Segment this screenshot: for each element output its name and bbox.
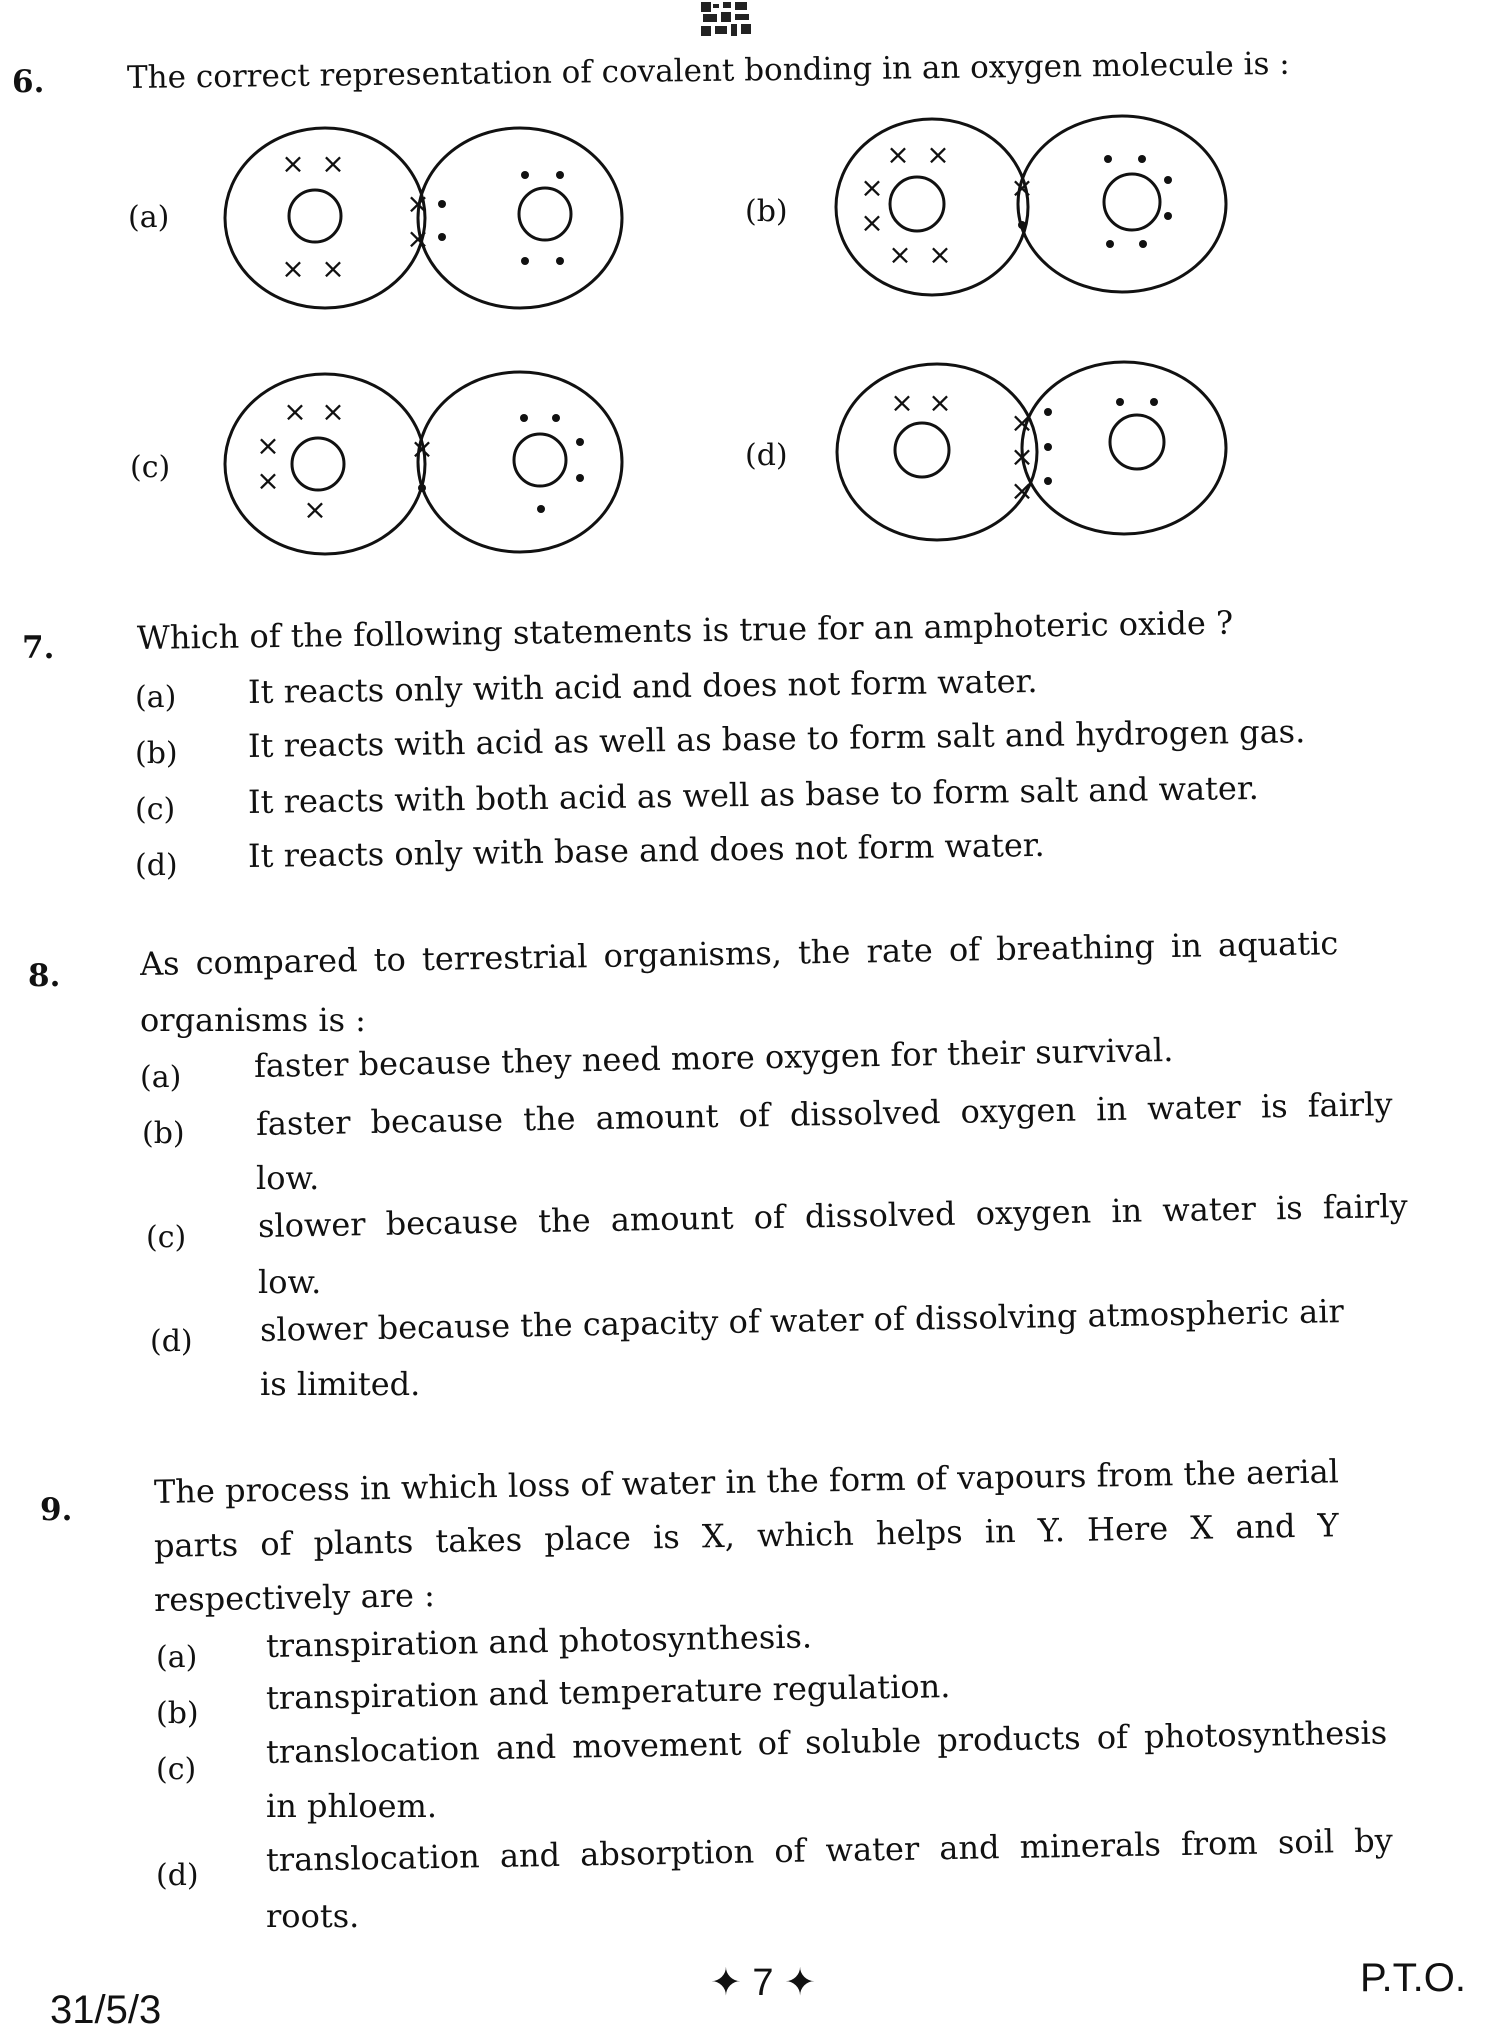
option-label: (a): [140, 1060, 182, 1095]
svg-text:×: ×: [406, 187, 430, 220]
option-text-cont: low.: [256, 1159, 320, 1197]
option-text-cont: roots.: [266, 1897, 360, 1935]
option-label: (d): [150, 1324, 193, 1359]
svg-text:×: ×: [1010, 440, 1034, 473]
paper-code: 31/5/3: [50, 1988, 162, 2032]
svg-text:×: ×: [886, 138, 910, 171]
option-label: (a): [135, 680, 177, 715]
pto-label: P.T.O.: [1360, 1956, 1466, 2000]
qr-code-icon: [697, 0, 753, 38]
question-text: The correct representation of covalent bonding in an oxygen molecule is :: [126, 45, 1290, 96]
option-text: faster because the amount of dissolved oxygen in water is fairly: [255, 1085, 1393, 1143]
svg-text:×: ×: [926, 138, 950, 171]
option-label: (c): [130, 450, 171, 485]
question-text-line-1: The process in which loss of water in the form of vapours from the aerial: [153, 1452, 1340, 1511]
option-label: (a): [156, 1640, 198, 1675]
option-text: translocation and absorption of water and minerals from soil by: [265, 1821, 1394, 1879]
option-text-cont: low.: [258, 1263, 322, 1301]
svg-text:×: ×: [1010, 406, 1034, 439]
svg-text:×: ×: [1010, 474, 1034, 507]
svg-text:×: ×: [410, 432, 434, 465]
svg-text:×: ×: [860, 206, 884, 239]
option-label: (b): [156, 1696, 199, 1731]
svg-text:×: ×: [860, 171, 884, 204]
option-text: transpiration and temperature regulation.: [265, 1667, 951, 1717]
svg-text:×: ×: [928, 238, 952, 271]
svg-text:×: ×: [303, 493, 327, 526]
option-label: (c): [156, 1752, 197, 1787]
svg-text:×: ×: [321, 395, 345, 428]
svg-text:×: ×: [281, 147, 305, 180]
svg-text:×: ×: [890, 386, 914, 419]
svg-text:×: ×: [1010, 171, 1034, 204]
question-number: 8.: [28, 958, 61, 994]
o2-diagram-option-b: [832, 112, 1232, 312]
question-number: 9.: [40, 1492, 73, 1528]
option-label: (c): [146, 1220, 187, 1255]
question-text-line-2: parts of plants takes place is X, which helps in Y. Here X and Y: [153, 1506, 1340, 1565]
option-text: It reacts with both acid as well as base to form salt and water.: [247, 768, 1260, 821]
svg-text:×: ×: [283, 395, 307, 428]
question-text: Which of the following statements is true for an amphoteric oxide ?: [136, 603, 1234, 657]
svg-text:×: ×: [321, 252, 345, 285]
option-text: transpiration and photosynthesis.: [265, 1617, 813, 1665]
option-text-cont: is limited.: [260, 1365, 421, 1403]
option-label: (b): [142, 1116, 185, 1151]
svg-text:×: ×: [888, 238, 912, 271]
option-label: (a): [128, 200, 170, 235]
question-text-line-2: organisms is :: [140, 1001, 366, 1039]
option-text-cont: in phloem.: [266, 1787, 438, 1825]
question-number: 7.: [22, 630, 55, 666]
option-label: (d): [135, 848, 178, 883]
option-label: (c): [135, 792, 176, 827]
page-number: ✦ 7 ✦: [710, 1962, 816, 2004]
option-text: It reacts with acid as well as base to form salt and hydrogen gas.: [247, 712, 1306, 765]
svg-text:×: ×: [928, 386, 952, 419]
question-number: 6.: [12, 64, 45, 100]
o2-diagram-option-c: [220, 366, 630, 566]
option-label: (d): [745, 438, 788, 473]
option-label: (b): [745, 194, 788, 229]
option-text: It reacts only with base and does not form water.: [247, 825, 1045, 875]
o2-diagram-option-a: [220, 118, 630, 318]
svg-text:×: ×: [406, 222, 430, 255]
svg-text:×: ×: [256, 464, 280, 497]
question-text-line-1: As compared to terrestrial organisms, the rate of breathing in aquatic: [139, 924, 1339, 983]
option-label: (b): [135, 736, 178, 771]
option-text: It reacts only with acid and does not form water.: [247, 661, 1038, 711]
svg-text:×: ×: [256, 429, 280, 462]
option-text: slower because the capacity of water of dissolving atmospheric air: [259, 1292, 1345, 1349]
question-text-line-3: respectively are :: [153, 1576, 436, 1619]
svg-text:×: ×: [321, 147, 345, 180]
option-text: faster because they need more oxygen for their survival.: [253, 1030, 1174, 1085]
svg-text:×: ×: [281, 252, 305, 285]
option-text: slower because the amount of dissolved oxygen in water is fairly: [257, 1186, 1408, 1245]
o2-diagram-option-d: [832, 360, 1232, 550]
option-text: translocation and movement of soluble products of photosynthesis: [265, 1713, 1388, 1771]
option-label: (d): [156, 1858, 199, 1893]
